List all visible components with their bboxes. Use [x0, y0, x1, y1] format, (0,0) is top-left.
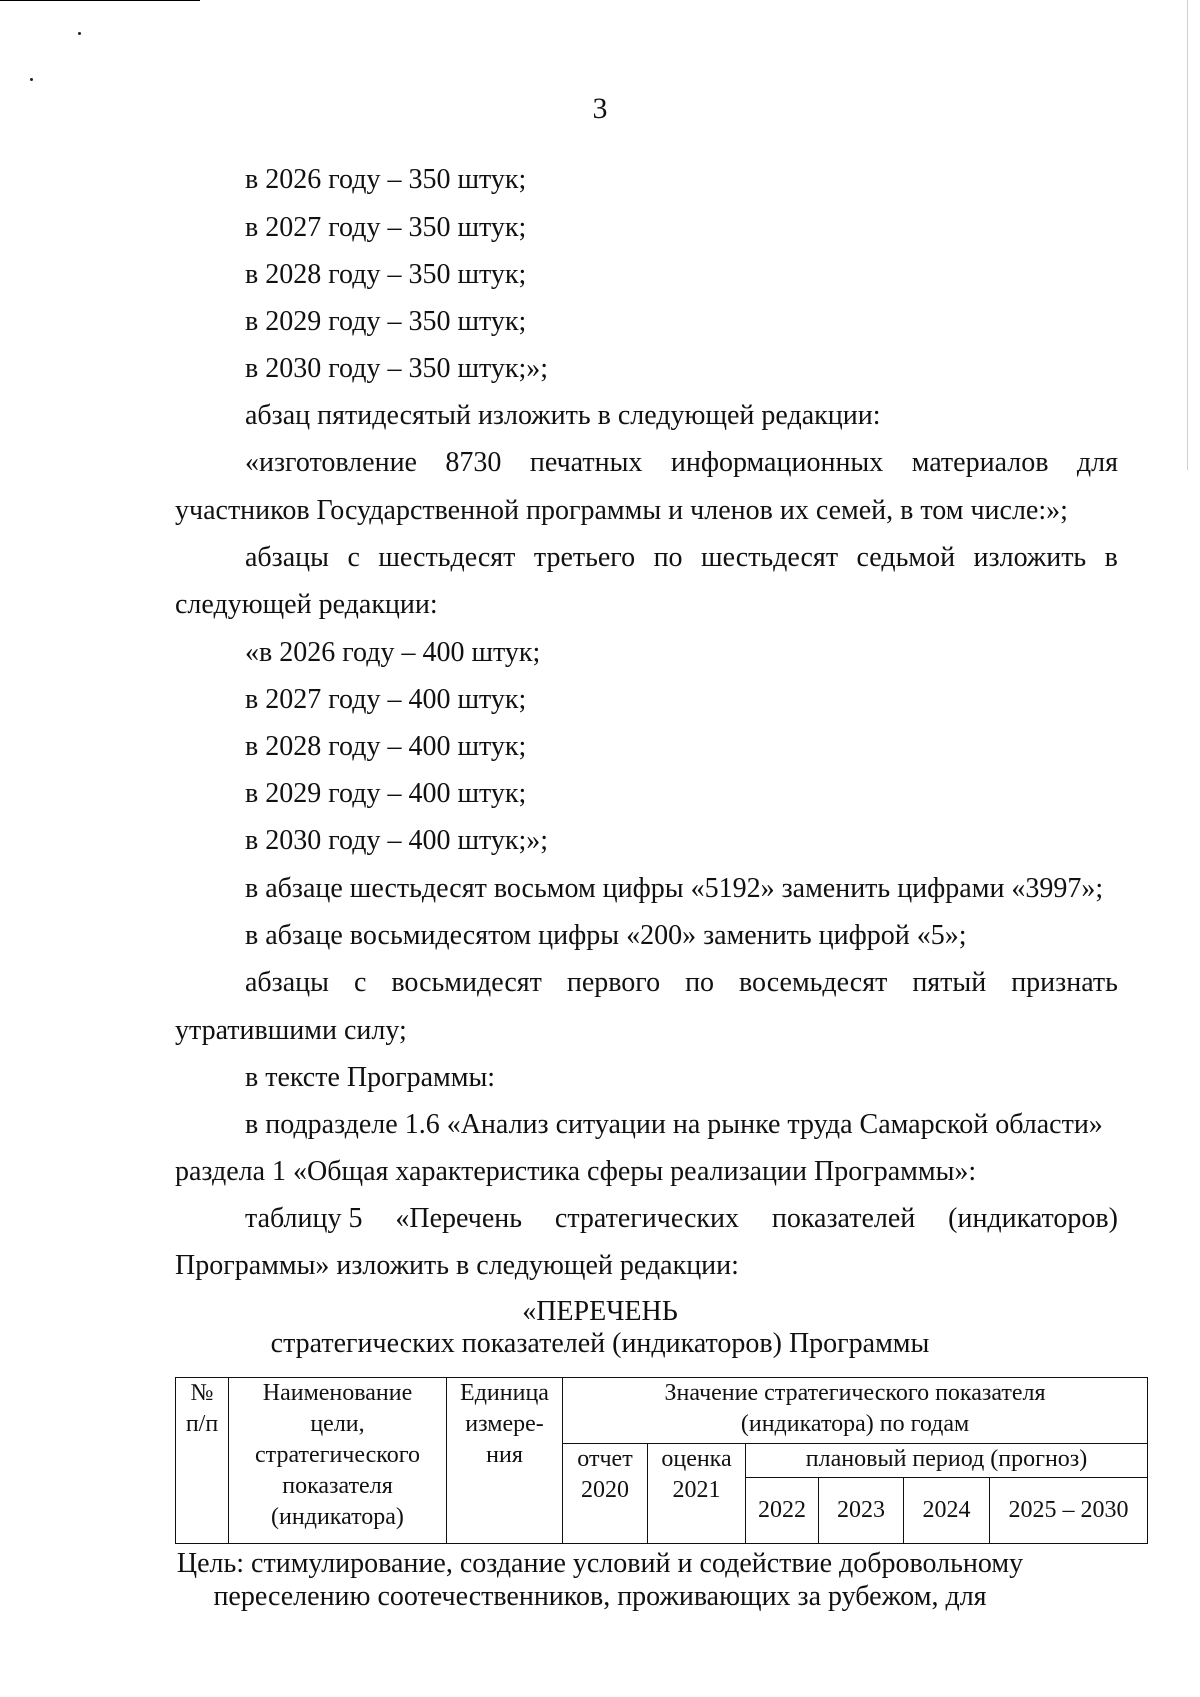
word: шестьдесят — [701, 542, 839, 573]
year-cell: 2024 — [904, 1478, 990, 1544]
cell-text: Значение стратегического показателя — [664, 1380, 1046, 1406]
word: в — [1104, 542, 1118, 573]
word: информационных — [670, 447, 884, 478]
word: изложить — [973, 542, 1087, 573]
paragraph-justified-line — [245, 1203, 1118, 1235]
word: абзацы — [245, 542, 329, 573]
text-line: в абзаце восьмидесятом цифры «200» заменить цифрой «5»; — [245, 920, 967, 951]
cell-text: (индикатора) — [271, 1504, 404, 1530]
indicators-table — [175, 1377, 1148, 1544]
cell-text: 2021 — [672, 1477, 721, 1503]
text-line: в тексте Программы: — [245, 1062, 496, 1093]
cell-text: показателя — [282, 1473, 393, 1499]
scan-border-right — [1187, 0, 1188, 470]
cell-text: измере- — [465, 1411, 544, 1437]
word: с — [347, 542, 360, 573]
header-cell-plan: плановый период (прогноз) — [746, 1444, 1148, 1478]
text-line: в 2028 году – 400 штук; — [245, 731, 527, 762]
word: (индикаторов) — [948, 1203, 1118, 1234]
word: по — [653, 542, 683, 573]
header-cell-number — [176, 1378, 229, 1544]
word: восьмидесят — [391, 967, 542, 998]
text-line: Программы» изложить в следующей редакции: — [175, 1250, 739, 1281]
word: «изготовление — [245, 447, 417, 478]
cell-text: № — [190, 1380, 214, 1406]
cell-text: ния — [486, 1442, 523, 1468]
cell-text: стратегического — [255, 1442, 420, 1468]
header-cell-estimate — [648, 1444, 746, 1544]
cell-text: 2020 — [581, 1477, 629, 1503]
word: таблицу 5 — [245, 1203, 363, 1234]
word: стратегических — [554, 1203, 739, 1234]
cell-text: Наименование — [262, 1380, 413, 1406]
cell-text: Единица — [460, 1380, 549, 1406]
cell-text: отчет — [577, 1446, 633, 1472]
word: с — [353, 967, 367, 998]
text-line: участников Государственной программы и членов их семей, в том числе:»; — [175, 495, 1068, 526]
text-line: раздела 1 «Общая характеристика сферы реализации Программы»: — [175, 1156, 977, 1187]
scan-border-top — [0, 0, 200, 1]
text-line: в 2028 году – 350 штук; — [245, 259, 527, 290]
goal-text-line: переселению соотечественников, проживающих за рубежом, для — [213, 1581, 987, 1612]
header-cell-name — [229, 1378, 447, 1544]
word: показателей — [771, 1203, 916, 1234]
word: по — [685, 967, 715, 998]
word: «Перечень — [395, 1203, 523, 1234]
text-line: в абзаце шестьдесят восьмом цифры «5192» заменить цифрами «3997»; — [245, 873, 1104, 904]
header-cell-report — [563, 1444, 648, 1544]
word: 8730 — [445, 447, 502, 478]
paragraph-justified-line — [245, 542, 1118, 574]
page-number: 3 — [592, 92, 608, 125]
table-title: «ПЕРЕЧЕНЬ — [522, 1296, 678, 1327]
text-line: в 2030 году – 400 штук;»; — [245, 825, 549, 856]
text-line: в 2029 году – 400 штук; — [245, 778, 527, 809]
cell-text: оценка — [661, 1446, 732, 1472]
cell-text: (индикатора) по годам — [740, 1411, 970, 1437]
header-cell-values — [563, 1378, 1148, 1444]
word: первого — [566, 967, 661, 998]
word: абзацы — [245, 967, 329, 998]
text-line: в 2027 году – 400 штук; — [245, 684, 527, 715]
year-cell: 2025 – 2030 — [990, 1478, 1148, 1544]
scan-speck — [30, 78, 33, 81]
text-line: следующей редакции: — [175, 589, 438, 620]
word: печатных — [529, 447, 643, 478]
word: для — [1076, 447, 1118, 478]
text-line: в 2029 году – 350 штук; — [245, 306, 527, 337]
text-line: в подразделе 1.6 «Анализ ситуации на рынке труда Самарской области» — [245, 1109, 1103, 1140]
goal-text-line: Цель: стимулирование, создание условий и содействие добровольному — [176, 1548, 1024, 1579]
cell-text: п/п — [185, 1411, 219, 1437]
word: седьмой — [856, 542, 956, 573]
word: пятый — [912, 967, 987, 998]
scan-speck — [78, 32, 81, 35]
cell-text: цели, — [310, 1411, 365, 1437]
word: шестьдесят — [378, 542, 516, 573]
text-line: абзац пятидесятый изложить в следующей редакции: — [245, 400, 881, 431]
header-cell-unit — [447, 1378, 563, 1544]
paragraph-justified-line — [245, 967, 1118, 999]
text-line: утратившими силу; — [175, 1015, 407, 1046]
year-cell: 2022 — [746, 1478, 819, 1544]
text-line: в 2030 году – 350 штук;»; — [245, 353, 549, 384]
word: материалов — [911, 447, 1049, 478]
word: признать — [1011, 967, 1118, 998]
text-line: в 2027 году – 350 штук; — [245, 212, 527, 243]
word: третьего — [533, 542, 636, 573]
year-cell: 2023 — [819, 1478, 904, 1544]
text-line: «в 2026 году – 400 штук; — [245, 637, 541, 668]
table-subtitle: стратегических показателей (индикаторов) Программы — [270, 1328, 930, 1359]
text-line: в 2026 году – 350 штук; — [245, 164, 527, 195]
word: восемьдесят — [739, 967, 888, 998]
paragraph-justified-line — [245, 447, 1118, 479]
